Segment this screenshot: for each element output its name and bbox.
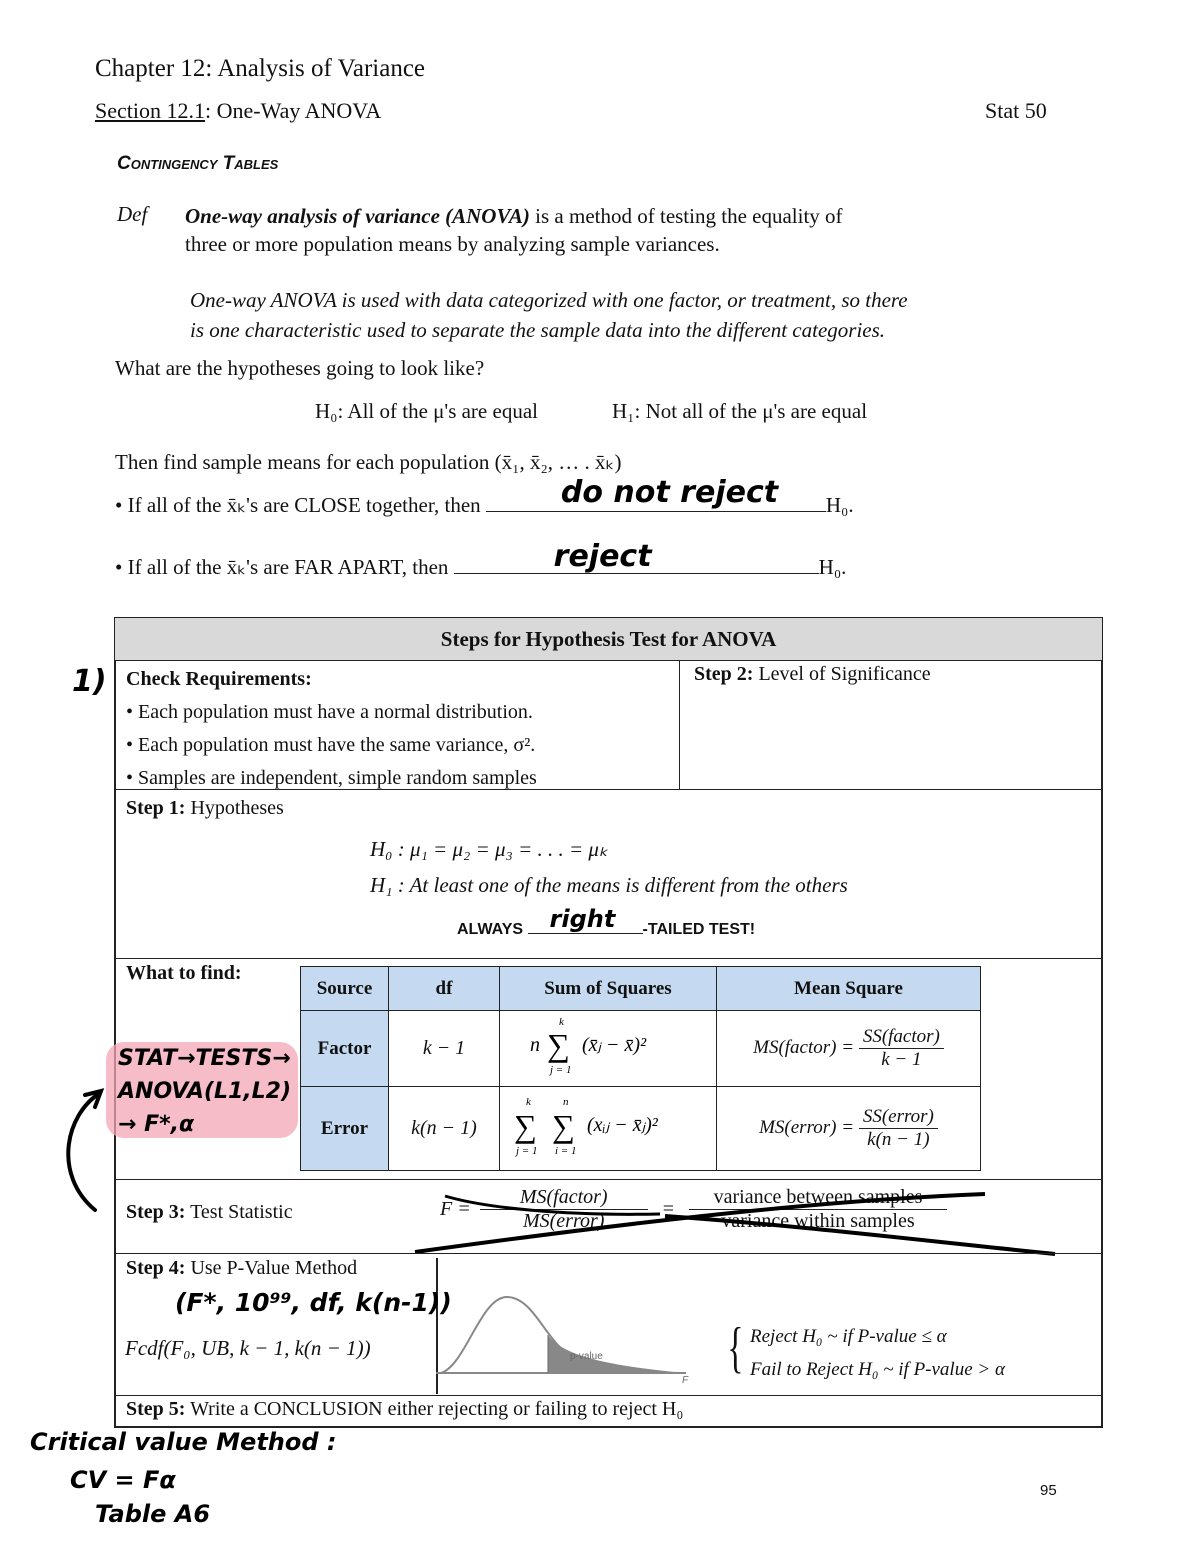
note-line2: is one characteristic used to separate the sample data into the different categories.: [190, 318, 886, 342]
ms-factor-den: k − 1: [881, 1049, 922, 1070]
step4-handwritten: (F*, 10⁹⁹, df, k(n-1)): [175, 1288, 452, 1317]
chapter-title: Chapter 12: Analysis of Variance: [95, 55, 426, 82]
strike-through-marks: [405, 1186, 1065, 1258]
factor-source: [300, 1010, 389, 1087]
svg-text:k: k: [559, 1016, 564, 1028]
fail-rule: Fail to Reject H₀ ~ if P-value > α: [750, 1359, 1005, 1380]
svg-text:k: k: [526, 1096, 531, 1108]
stat-line2: ANOVA(L1,L2): [118, 1079, 292, 1104]
header-ss: [499, 966, 717, 1011]
steps-title: Steps for Hypothesis Test for ANOVA: [440, 626, 777, 651]
step3-label: Step 3:: [126, 1201, 186, 1223]
svg-text:n: n: [563, 1096, 569, 1108]
note-line1: One-way ANOVA is used with data categorized with one factor, or treatment, so there: [190, 288, 908, 312]
svg-text:j = 1: j = 1: [516, 1145, 538, 1157]
check-requirements-title: Check Requirements:: [126, 668, 312, 690]
ms-error-num: SS(error): [859, 1106, 938, 1129]
topic-heading: Contingency Tables: [117, 153, 279, 174]
header-df-label: df: [435, 977, 453, 999]
step2-heading: [694, 663, 931, 686]
error-source: [300, 1086, 389, 1171]
header-ss-label: Sum of Squares: [544, 977, 672, 999]
section-heading: [95, 98, 381, 124]
ms-factor-num: SS(factor): [859, 1026, 944, 1049]
tail-blank: [528, 905, 643, 934]
requirement-variance: • Each population must have the same variance, σ².: [126, 734, 536, 756]
f-den: MS(error): [522, 1210, 605, 1232]
variance-den: variance within samples: [721, 1210, 915, 1232]
header-source: [300, 966, 389, 1011]
svg-text:(xᵢⱼ − x̄ⱼ)²: (xᵢⱼ − x̄ⱼ)²: [587, 1114, 658, 1136]
course-label: Stat 50: [985, 98, 1047, 123]
tail-answer: right: [549, 905, 616, 933]
svg-text:n: n: [530, 1034, 540, 1056]
critical-value-title: Critical value Method :: [30, 1428, 337, 1456]
error-label: Error: [320, 1117, 369, 1139]
svg-text:∑: ∑: [552, 1108, 575, 1144]
step5-text: Write a CONCLUSION either rejecting or failing to reject H₀: [185, 1398, 684, 1420]
step1-h0-formula: H₀ : μ₁ = μ₂ = μ₃ = . . . = μₖ: [370, 837, 608, 861]
tailed-label: -TAILED TEST!: [642, 921, 756, 938]
section-label: Section 12.1: [95, 98, 205, 123]
error-ms-formula: [759, 1106, 938, 1151]
h1-statement: H₁: Not all of the μ's are equal: [612, 399, 868, 423]
header-source-label: Source: [316, 977, 373, 999]
error-ms-cell: [716, 1086, 981, 1171]
steps-title-bar: [114, 617, 1103, 661]
what-to-find-label: What to find:: [126, 962, 242, 984]
handwritten-arrow: [55, 1085, 115, 1215]
svg-text:∑: ∑: [547, 1027, 570, 1063]
far-text: • If all of the x̄ₖ's are FAR APART, then: [115, 555, 449, 579]
tail-line: [457, 905, 756, 939]
step2-text: Level of Significance: [753, 663, 931, 685]
svg-text:j = 1: j = 1: [550, 1064, 572, 1076]
anova-table: [300, 966, 981, 1171]
sample-means-text: Then find sample means for each population (x̄₁, x̄₂, … . x̄ₖ): [115, 450, 622, 474]
step3-heading: [126, 1201, 293, 1224]
step3-text: Test Statistic: [185, 1201, 293, 1223]
section-title: : One-Way ANOVA: [205, 98, 382, 123]
table-reference: Table A6: [95, 1500, 211, 1528]
far-apart-line: [115, 539, 847, 580]
step1-h1-formula: H₁ : At least one of the means is different from the others: [370, 873, 848, 897]
ms-factor-lhs: MS(factor) =: [753, 1036, 855, 1058]
close-answer: do not reject: [560, 475, 779, 510]
requirement-independent: • Samples are independent, simple random samples: [126, 767, 537, 789]
stat-line1: STAT→TESTS→: [118, 1046, 291, 1071]
ms-error-lhs: MS(error) =: [759, 1116, 855, 1138]
far-answer: reject: [553, 539, 652, 574]
decision-rules: [750, 1320, 1005, 1386]
error-df: k(n − 1): [411, 1117, 477, 1139]
header-ms: [716, 966, 981, 1011]
far-blank: [454, 539, 819, 574]
ms-factor-fraction: [859, 1026, 944, 1071]
step4-text: Use P-Value Method: [185, 1257, 358, 1279]
margin-number: 1): [72, 664, 107, 699]
close-blank: [486, 475, 826, 512]
svg-text:(x̄ⱼ − x̄)²: (x̄ⱼ − x̄)²: [582, 1034, 647, 1056]
f-distribution-graph: [436, 1285, 696, 1385]
f-axis-label: F: [682, 1375, 689, 1385]
stat-line3: → F*,α: [118, 1112, 195, 1137]
factor-ss-formula: [500, 1011, 716, 1086]
header-ms-label: Mean Square: [794, 977, 903, 999]
f-eq: =: [662, 1198, 674, 1220]
f-lhs: F =: [440, 1198, 471, 1220]
svg-text:i = 1: i = 1: [555, 1145, 577, 1157]
step1-label: Step 1:: [126, 797, 186, 819]
close-together-line: [115, 475, 854, 518]
error-ss-cell: [499, 1086, 717, 1171]
ms-error-den: k(n − 1): [867, 1129, 930, 1150]
factor-df: k − 1: [422, 1037, 466, 1059]
header-df: [388, 966, 500, 1011]
hypotheses-question: What are the hypotheses going to look like?: [115, 356, 485, 380]
factor-ms-formula: [753, 1026, 944, 1071]
factor-ss-cell: [499, 1010, 717, 1087]
step4-heading: [126, 1257, 357, 1280]
definition-text: [185, 202, 843, 258]
def-label: Def: [117, 202, 148, 226]
f-num: MS(factor): [480, 1186, 648, 1210]
requirements-content: [126, 663, 537, 795]
step1-text: Hypotheses: [185, 797, 284, 819]
factor-label: Factor: [317, 1037, 372, 1059]
step4-label: Step 4:: [126, 1257, 186, 1279]
page-number: 95: [1040, 1482, 1057, 1499]
ms-error-fraction: [859, 1106, 938, 1151]
definition-line2: three or more population means by analyzing sample variances.: [185, 232, 720, 256]
error-df-cell: [388, 1086, 500, 1171]
variance-num: variance between samples: [689, 1186, 947, 1210]
requirement-normal: • Each population must have a normal distribution.: [126, 701, 533, 723]
always-label: ALWAYS: [457, 921, 524, 938]
calculator-note: [118, 1042, 291, 1141]
factor-df-cell: [388, 1010, 500, 1087]
far-h0: H₀.: [818, 555, 847, 579]
step1-heading: [126, 797, 284, 820]
factor-ms-cell: [716, 1010, 981, 1087]
step5-label: Step 5:: [126, 1398, 186, 1420]
svg-text:∑: ∑: [514, 1108, 537, 1144]
h0-statement: H₀: All of the μ's are equal: [315, 399, 538, 423]
reject-rule: Reject H₀ ~ if P-value ≤ α: [750, 1326, 947, 1347]
p-value-label: p-value: [570, 1351, 603, 1362]
step2-label: Step 2:: [694, 663, 754, 685]
close-h0: H₀.: [825, 493, 854, 517]
decision-brace: {: [727, 1317, 744, 1379]
fcdf-formula: Fcdf(F₀, UB, k − 1, k(n − 1)): [125, 1336, 371, 1360]
error-ss-formula: [500, 1087, 716, 1170]
definition-term: One-way analysis of variance (ANOVA): [185, 204, 530, 228]
definition-note: [190, 285, 908, 345]
definition-line1: is a method of testing the equality of: [529, 204, 843, 228]
critical-value-line: CV = Fα: [70, 1466, 176, 1494]
close-text: • If all of the x̄ₖ's are CLOSE together, then: [115, 493, 481, 517]
step5-heading: [126, 1398, 683, 1421]
